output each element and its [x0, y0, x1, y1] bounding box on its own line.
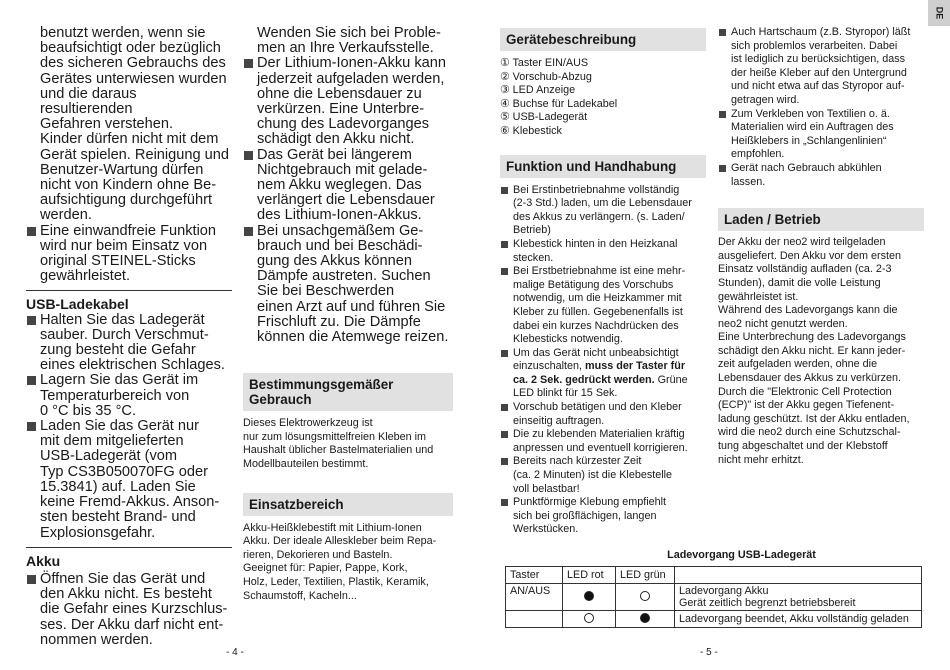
page-number-right: - 5 -	[700, 647, 718, 658]
text-line: Lagern Sie das Gerät im	[40, 372, 199, 389]
bullet-item	[26, 572, 232, 648]
text-line: benutzt werden, wenn sie	[40, 25, 206, 41]
text-line: lassen.	[731, 175, 766, 188]
led-empty-icon	[640, 591, 650, 601]
table-cell: Ladevorgang beendet, Akku vollständig geladen	[675, 611, 922, 628]
table-cell	[616, 611, 675, 628]
text-line: Frischluft zu. Die Dämpfe	[257, 313, 421, 330]
text-line: notwendig, um die Heizkammer mit	[513, 292, 682, 305]
text-line: ladung geschützt. Ist der Akku entladen,	[718, 412, 910, 425]
table-cell	[563, 584, 616, 611]
text-line: Öffnen Sie das Gerät und	[40, 570, 206, 587]
text-line: Klebesticks notwendig.	[513, 333, 623, 346]
bullet-item	[500, 265, 706, 347]
divider	[26, 547, 232, 548]
intro-text	[26, 26, 232, 224]
text-line: Temperaturbereich von	[40, 387, 190, 404]
text-line: Explosionsgefahr.	[40, 524, 156, 541]
list-item: ① Taster EIN/AUS	[500, 57, 589, 69]
funktion-heading: Funktion und Handhabung	[500, 155, 706, 178]
table-title: Ladevorgang USB-Ladegerät	[667, 549, 816, 561]
bullet-item	[500, 455, 706, 496]
text-line: keine Fremd-Akkus. Anson-	[40, 494, 220, 511]
text-line: Gerät zeitlich begrenzt betriebsbereit	[679, 597, 856, 609]
text-line: original STEINEL-Sticks	[40, 253, 196, 270]
bullet-item	[500, 496, 706, 537]
text-line: (ECP)" ist der Akku gegen Tiefenent-	[718, 399, 895, 412]
text-line: Der Lithium-Ionen-Akku kann	[257, 55, 446, 72]
text-line: Haushalt üblicher Bastelmaterialien und	[243, 444, 434, 457]
text-line: neo2 nicht genutzt werden.	[718, 317, 848, 330]
bold-span: ca. 2 Sek. gedrückt werden.	[513, 373, 655, 386]
einsatz-text	[243, 522, 453, 604]
text-line: tung abgeschaltet und der Klebstoff	[718, 440, 888, 453]
bestimmung-text	[243, 417, 453, 471]
text-line: getragen wird.	[731, 93, 800, 106]
list-item: ② Vorschub-Abzug	[500, 70, 592, 83]
bullet-item	[718, 26, 924, 108]
text-line: nommen werden.	[40, 631, 153, 648]
text-line: sich problemlos verarbeiten. Dabei	[731, 39, 898, 52]
text-line: können die Atemwege reizen.	[257, 329, 449, 346]
text-line: Bei Erstinbetriebnahme vollständig	[513, 183, 680, 196]
text-line: USB-Ladegerät (vom	[40, 448, 178, 465]
table-row	[506, 584, 922, 611]
geraet-heading: Gerätebeschreibung	[500, 28, 706, 51]
laden-heading: Laden / Betrieb	[718, 208, 924, 231]
text-line: Während des Ladevorgangs kann die	[718, 304, 898, 317]
text-line: den Akku nicht. Es besteht	[40, 586, 212, 603]
text-line: Gerätes unterwiesen wurden	[40, 70, 227, 87]
column-1	[26, 26, 232, 648]
text-line: des Akkus zu verlängern. (s. Laden/	[513, 210, 685, 223]
text-line: Stunden), damit die volle Leistung	[718, 276, 881, 289]
bullet-item	[500, 238, 706, 265]
divider	[26, 290, 232, 291]
text-line: Gerät spielen. Reinigung und	[40, 146, 230, 163]
bullet-item	[500, 184, 706, 238]
text-line: Punktförmige Klebung empfiehlt	[513, 496, 667, 509]
text-line: Dieses Elektrowerkzeug ist	[243, 417, 373, 430]
text-line: chung des Ladevorganges	[257, 116, 430, 133]
bullet-item	[243, 56, 453, 147]
led-filled-icon	[640, 613, 650, 623]
text-line: nicht mehr erhitzt.	[718, 453, 804, 466]
led-filled-icon	[584, 591, 594, 601]
text-line: LED blinkt für 15 Sek.	[513, 387, 618, 400]
text-span: einzuschalten,	[513, 360, 586, 373]
heading-line: Gebrauch	[249, 392, 312, 408]
text-line: Geeignet für: Papier, Pappe, Kork,	[243, 562, 408, 575]
einsatz-heading: Einsatzbereich	[243, 493, 453, 516]
text-line: empfohlen.	[731, 148, 785, 161]
text-line: Eine einwandfreie Funktion	[40, 222, 217, 239]
table-header: LED grün	[616, 567, 675, 584]
bullet-item	[26, 419, 232, 541]
text-line: ist lediglich zu berücksichtigen, dass	[731, 53, 906, 66]
text-line: ohne die Lebensdauer zu	[257, 85, 422, 102]
text-line: Gefahren verstehen.	[40, 116, 174, 133]
text-line: gewährleistet.	[40, 268, 131, 285]
text-line: Heißklebers in „Schlangenlinien“	[731, 134, 887, 147]
bullet-item	[243, 224, 453, 346]
table-cell	[506, 611, 563, 628]
text-line: Halten Sie das Ladegerät	[40, 311, 205, 328]
language-tab-label: DE	[933, 6, 944, 20]
text-line: aufsichtigung durchgeführt	[40, 192, 212, 209]
text-line: men an Ihre Verkaufsstelle.	[257, 40, 434, 57]
table-cell	[675, 584, 922, 611]
text-line: Materialien wird ein Auftragen des	[731, 121, 894, 134]
text-line: werden.	[40, 207, 92, 224]
text-line: zeit aufgeladen werden, ohne die	[718, 358, 878, 371]
text-line: Der Akku der neo2 wird teilgeladen	[718, 236, 886, 249]
text-line: wird nur beim Einsatz von	[40, 237, 208, 254]
text-line: Vorschub betätigen und den Kleber	[513, 401, 682, 414]
text-line: brauch und bei Beschädi-	[257, 237, 423, 254]
text-line: verkürzen. Eine Unterbre-	[257, 101, 425, 118]
led-empty-icon	[584, 613, 594, 623]
table-header	[675, 567, 922, 584]
table-cell	[563, 611, 616, 628]
bullet-item	[26, 224, 232, 285]
text-line: ausgeliefert. Den Akku vor dem ersten	[718, 249, 902, 262]
table-cell	[616, 584, 675, 611]
text-line: Kleber zu füllen. Gegebenenfalls ist	[513, 305, 683, 318]
usb-heading: USB-Ladekabel	[26, 296, 129, 313]
text-line: einen Arzt auf und führen Sie	[257, 298, 446, 315]
text-line: eines elektrischen Schlages.	[40, 357, 225, 374]
text-line: 15.3841) auf. Laden Sie	[40, 478, 196, 495]
text-line: Holz, Leder, Textilien, Plastik, Keramik,	[243, 576, 429, 589]
text-line: Sie bei Beschwerden	[257, 283, 395, 300]
text-span: Grüne	[654, 373, 688, 386]
text-line: Einsatz vollständig aufladen (ca. 2-3	[718, 263, 892, 276]
text-line: Klebestick hinten in den Heizkanal	[513, 237, 678, 250]
text-line: Kinder dürfen nicht mit dem	[40, 131, 219, 148]
text-line: malige Betätigung des Vorschubs	[513, 278, 674, 291]
list-item: ⑥ Klebestick	[500, 124, 562, 137]
text-line: (2-3 Std.) laden, um die Lebensdauer	[513, 197, 692, 210]
text-line: dabei ein kurzes Nachdrücken des	[513, 319, 679, 332]
bullet-item	[26, 373, 232, 419]
text-line	[513, 360, 706, 374]
bullet-item	[718, 162, 924, 189]
list-item: ⑤ USB-Ladegerät	[500, 111, 588, 124]
text-line: Werkstücken.	[513, 523, 579, 536]
text-line: Dämpfe austreten. Suchen	[257, 268, 431, 285]
bullet-item	[500, 401, 706, 428]
text-line: nem Akku weglegen. Das	[257, 177, 422, 194]
text-line: gung des Akkus können	[257, 253, 412, 270]
text-line: Ladevorgang Akku	[679, 585, 769, 597]
column-4	[718, 26, 924, 467]
text-line	[513, 374, 706, 388]
text-line: gewährleistet ist.	[718, 290, 799, 303]
text-line: der heiße Kleber auf den Untergrund	[731, 66, 907, 79]
table-cell: AN/AUS	[506, 584, 563, 611]
table-header: LED rot	[563, 567, 616, 584]
column-2	[243, 26, 453, 603]
text-line: jederzeit aufgeladen werden,	[257, 70, 445, 87]
text-line: nicht von Kindern ohne Be-	[40, 177, 217, 194]
text-line: nur zum lösungsmittelfreien Kleben im	[243, 430, 427, 443]
geraet-list	[500, 57, 706, 139]
text-line: Akku-Heißklebestift mit Lithium-Ionen	[243, 521, 422, 534]
text-line: Bereits nach kürzester Zeit	[513, 455, 642, 468]
text-line: verlängert die Lebensdauer	[257, 192, 435, 209]
table-header-row	[506, 567, 922, 584]
charging-table	[505, 566, 922, 628]
text-line: mit dem mitgelieferten	[40, 433, 184, 450]
bullet-item	[500, 347, 706, 401]
heading-line: Bestimmungsgemäßer	[249, 377, 394, 393]
text-line: Bei Erstbetriebnahme ist eine mehr-	[513, 265, 686, 278]
text-line: anpressen und eventuell korrigieren.	[513, 441, 688, 454]
text-line: Laden Sie das Gerät nur	[40, 418, 200, 435]
laden-text	[718, 236, 924, 467]
text-line: Betrieb)	[513, 224, 551, 237]
text-line: Lebensdauer des Akkus zu verkürzen.	[718, 372, 902, 385]
text-line: Zum Verkleben von Textilien o. ä.	[731, 107, 890, 120]
bold-span: muss der Taster für	[585, 360, 686, 373]
text-line: wird die neo2 durch eine Schutzschal-	[718, 426, 901, 439]
text-line: Auch Hartschaum (z.B. Styropor) läßt	[731, 26, 911, 38]
bullet-item	[243, 148, 453, 224]
text-line: Bei unsachgemäßem Ge-	[257, 222, 424, 239]
text-line: Eine Unterbrechung des Ladevorgangs	[718, 331, 906, 344]
text-line: sten besteht Brand- und	[40, 509, 196, 526]
continued-text	[243, 26, 453, 56]
text-line: 0 °C bis 35 °C.	[40, 402, 137, 419]
bullet-item	[26, 313, 232, 374]
table-row	[506, 611, 922, 628]
text-line: Durch die "Elektronic Cell Protection	[718, 385, 892, 398]
bullet-item	[500, 428, 706, 455]
text-line: sich bei großflächigen, langen	[513, 509, 657, 522]
text-line: sauber. Durch Verschmut-	[40, 326, 209, 343]
text-line: Die zu klebenden Materialien kräftig	[513, 428, 685, 441]
language-tab	[928, 0, 950, 26]
text-line: des sicheren Gebrauchs des	[40, 55, 226, 72]
text-line: die Gefahr eines Kurzschlus-	[40, 601, 228, 618]
text-line: (ca. 2 Minuten) ist die Klebestelle	[513, 469, 673, 482]
list-item: ④ Buchse für Ladekabel	[500, 97, 618, 110]
text-line: einseitig auftragen.	[513, 414, 605, 427]
text-line: rieren, Dekorieren und Basteln.	[243, 548, 393, 561]
column-3	[500, 28, 706, 537]
text-line: zung besteht die Gefahr	[40, 342, 196, 359]
text-line: ses. Der Akku darf nicht ent-	[40, 616, 224, 633]
list-item: ③ LED Anzeige	[500, 84, 576, 97]
text-line: und die daraus resultierenden	[40, 85, 137, 118]
text-line: Nichtgebrauch mit gelade-	[257, 161, 428, 178]
text-line: Wenden Sie sich bei Proble-	[257, 25, 441, 41]
text-line: Das Gerät bei längerem	[257, 146, 412, 163]
text-line: des Lithium-Ionen-Akkus.	[257, 207, 422, 224]
text-line: Schaumstoff, Kacheln...	[243, 589, 357, 602]
table-header: Taster	[506, 567, 563, 584]
text-line: stecken.	[513, 251, 554, 264]
text-line: voll belastbar!	[513, 482, 580, 495]
bestimmung-heading	[243, 373, 453, 411]
text-line: schädigt den Akku nicht.	[257, 131, 415, 148]
text-line: Um das Gerät nicht unbeabsichtigt	[513, 346, 679, 359]
text-line: und nicht etwa auf das Styropor auf-	[731, 80, 905, 93]
text-line: Akku. Der ideale Alleskleber beim Repa-	[243, 535, 437, 548]
page-number-left: - 4 -	[226, 647, 244, 658]
bullet-item	[718, 108, 924, 162]
text-line: Benutzer-Wartung dürfen	[40, 161, 204, 178]
text-line: Gerät nach Gebrauch abkühlen	[731, 161, 882, 174]
akku-heading: Akku	[26, 552, 61, 569]
text-line: Typ CS3B050070FG oder	[40, 463, 208, 480]
text-line: Modellbauteilen bestimmt.	[243, 458, 369, 471]
text-line: beaufsichtigt oder bezüglich	[40, 40, 221, 57]
text-line: schädigt den Akku nicht. Er kann jeder-	[718, 344, 906, 357]
